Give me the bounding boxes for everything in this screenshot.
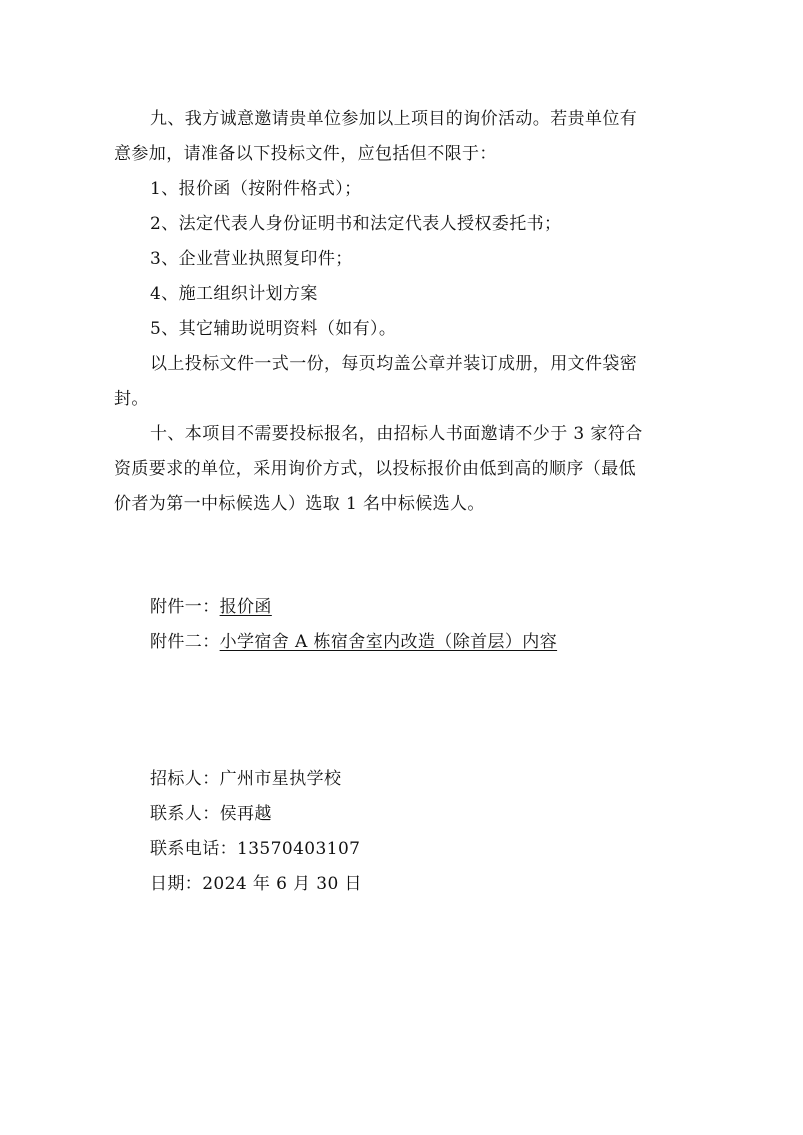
- attachment-1: [114, 590, 694, 625]
- section10-line-1: 十、本项目不需要投标报名，由招标人书面邀请不少于 3 家符合: [150, 424, 643, 444]
- attachment-1-link[interactable]: 报价函: [219, 597, 272, 617]
- section9-line-2: 意参加，请准备以下投标文件，应包括但不限于：: [114, 144, 497, 164]
- required-doc-item-1: 1、报价函（按附件格式）；: [150, 179, 362, 199]
- binding-note-line-1: 以上投标文件一式一份，每页均盖公章并装订成册，用文件袋密: [150, 354, 638, 374]
- section9-line-1: 九、我方诚意邀请贵单位参加以上项目的询价活动。若贵单位有: [150, 109, 638, 129]
- required-doc-item-3: 3、企业营业执照复印件；: [150, 249, 353, 269]
- attachment-2-prefix: 附件二：: [150, 632, 220, 652]
- required-doc-item-5: 5、其它辅助说明资料（如有）。: [150, 319, 397, 339]
- section10-line-2: 资质要求的单位，采用询价方式，以投标报价由低到高的顺序（最低: [114, 459, 636, 479]
- section10-line-3: 价者为第一中标候选人）选取 1 名中标候选人。: [114, 494, 485, 514]
- date-line: 日期：2024 年 6 月 30 日: [150, 874, 362, 894]
- attachment-2: [114, 625, 694, 660]
- attachment-1-prefix: 附件一：: [150, 597, 220, 617]
- document-body: [114, 102, 694, 902]
- contact-person-line: 联系人：侯再越: [150, 804, 272, 824]
- required-doc-item-2: 2、法定代表人身份证明书和法定代表人授权委托书；: [150, 214, 562, 234]
- contact-phone-line: 联系电话：13570403107: [150, 839, 361, 859]
- binding-note-line-2: 封。: [114, 389, 149, 409]
- tenderer-line: 招标人：广州市星执学校: [150, 769, 342, 789]
- required-doc-item-4: 4、施工组织计划方案: [150, 284, 318, 304]
- attachment-2-link[interactable]: 小学宿舍 A 栋宿舍室内改造（除首层）内容: [219, 632, 558, 652]
